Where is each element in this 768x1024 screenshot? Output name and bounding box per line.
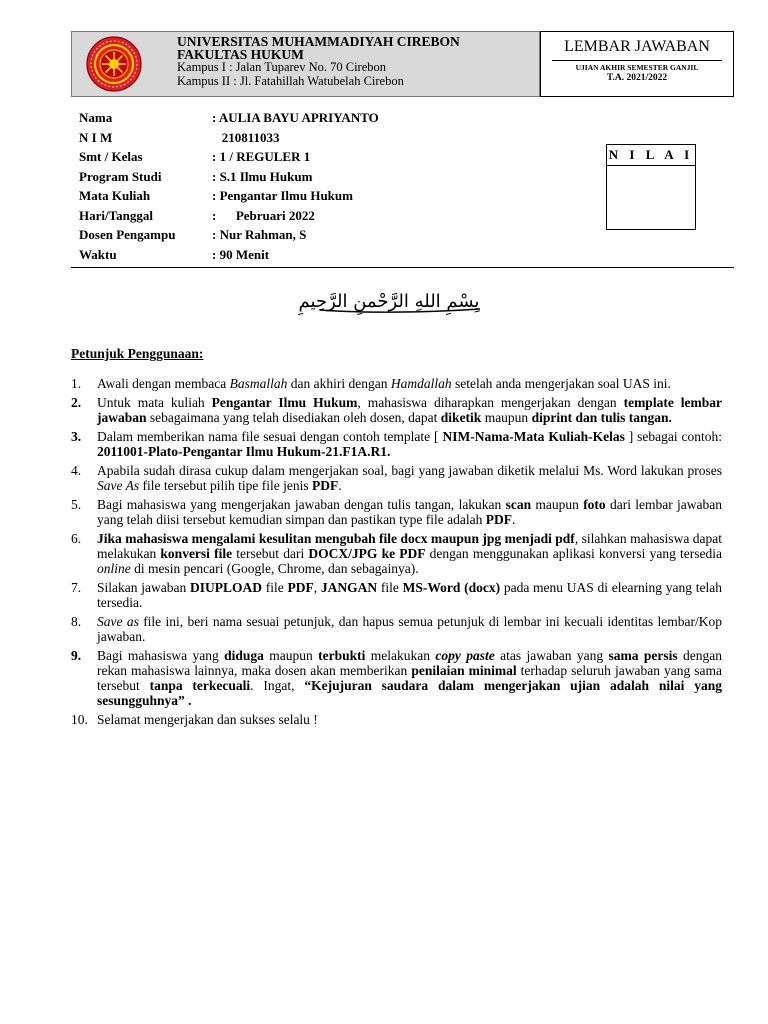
faculty-name: FAKULTAS HUKUM <box>177 47 304 62</box>
instruction-number: 4. <box>71 463 82 478</box>
instruction-text-part: di mesin pencari (Google, Chrome, dan sebagainya). <box>130 561 419 576</box>
basmalah-calligraphy <box>280 280 498 320</box>
identity-value: : Nur Rahman, S <box>212 227 307 242</box>
instruction-item <box>71 395 722 425</box>
instruction-text-part: dari lembar jawaban yang telah diisi tersebut kemudian simpan dan pastikan type file adalah <box>97 497 722 527</box>
instruction-item <box>71 376 722 391</box>
instruction-text-part: Basmallah <box>229 376 288 391</box>
document-title-box <box>540 31 734 97</box>
instruction-text-part: template lembar jawaban <box>97 395 723 425</box>
instruction-text-part: copy paste <box>435 648 495 663</box>
instruction-text-part: setelah anda mengerjakan soal UAS ini. <box>451 376 671 391</box>
instruction-item <box>71 712 722 727</box>
basmalah-text: بِسْمِ اللهِ الرَّحْمنِ الرَّحِيمِ <box>298 291 480 312</box>
instruction-number: 1. <box>71 376 82 391</box>
identity-label: Program Studi <box>79 168 162 184</box>
identity-value: : Pebruari 2022 <box>212 207 315 223</box>
instruction-text-part: file tersebut pilih tipe file jenis <box>139 478 312 493</box>
instruction-text-part: Dalam memberikan nama file sesuai dengan contoh template [ <box>97 429 443 444</box>
instruction-text-part: dengan menggunakan aplikasi konversi yang tersedia <box>425 546 722 561</box>
instruction-number: 6. <box>71 531 82 546</box>
instruction-number: 10. <box>71 712 88 727</box>
instruction-text <box>97 531 722 576</box>
instruction-text-part: . <box>338 478 342 493</box>
instruction-number: 5. <box>71 497 82 512</box>
instruction-text-part: PDF <box>311 478 339 493</box>
instruction-text-part: JANGAN <box>320 580 378 595</box>
instruction-number: 9. <box>71 648 82 663</box>
instruction-text-part: ] sebagai contoh: <box>624 429 723 444</box>
instructions-title: Petunjuk Penggunaan: <box>71 346 204 361</box>
divider-line <box>71 267 734 268</box>
instruction-text-part: sebagaimana yang telah disediakan oleh dosen, dapat <box>146 410 441 425</box>
instruction-text-part: konversi file <box>160 546 233 561</box>
instruction-text-part: Pengantar Ilmu Hukum <box>211 395 358 410</box>
instruction-text-part: , <box>313 580 321 595</box>
instruction-item <box>71 497 722 527</box>
exam-name: UJIAN AKHIR SEMESTER GANJIL <box>575 63 699 72</box>
instruction-text-part: foto <box>583 497 606 512</box>
instruction-item <box>71 429 722 459</box>
instruction-item <box>71 580 722 610</box>
instruction-number: 2. <box>71 395 82 410</box>
instruction-number: 7. <box>71 580 82 595</box>
instruction-text-part: DIUPLOAD <box>189 580 262 595</box>
instruction-text-part: PDF <box>287 580 314 595</box>
instruction-text <box>97 580 722 610</box>
instruction-text-part: PDF <box>485 512 513 527</box>
grade-box <box>606 144 696 230</box>
instruction-text-part: tersebut dari <box>232 546 309 561</box>
instruction-text <box>97 429 722 459</box>
identity-label: N I M <box>79 129 113 145</box>
instruction-text-part: online <box>97 561 131 576</box>
instruction-text-part: maupun <box>263 648 319 663</box>
instruction-text-part: scan <box>505 497 532 512</box>
academic-year: T.A. 2021/2022 <box>606 73 668 83</box>
instruction-text-part: Selamat mengerjakan dan sukses selalu ! <box>97 712 318 727</box>
identity-label: Dosen Pengampu <box>79 227 176 242</box>
instruction-text-part: pada menu UAS di elearning yang telah tersedia. <box>97 580 722 610</box>
instruction-text-part: Silakan jawaban <box>97 580 190 595</box>
instruction-text-part: Jika mahasiswa mengalami kesulitan mengubah file docx maupun jpg menjadi pdf <box>97 531 575 546</box>
university-logo-icon <box>86 35 142 93</box>
instruction-item <box>71 648 722 708</box>
identity-value: 210811033 <box>212 129 280 145</box>
instruction-text <box>97 497 722 527</box>
grade-box-title: N I L A I <box>607 145 695 166</box>
instruction-text-part: Save as <box>97 614 139 629</box>
instruction-text <box>97 376 722 391</box>
instruction-item <box>71 463 722 493</box>
identity-value: : AULIA BAYU APRIYANTO <box>212 110 379 125</box>
instruction-text-part: , mahasiswa diharapkan mengerjakan dengan <box>357 395 624 410</box>
instruction-text-part: tanpa terkecuali <box>149 678 251 693</box>
instruction-text-part: maupun <box>531 497 584 512</box>
university-name: UNIVERSITAS MUHAMMADIYAH CIREBON <box>177 34 460 49</box>
institution-header <box>71 31 540 97</box>
instruction-text-part: atas jawaban yang <box>494 648 609 663</box>
instruction-text-part: diduga <box>224 648 264 663</box>
title-divider <box>552 60 722 61</box>
campus-2-address: Kampus II : Jl. Fatahillah Watubelah Cirebon <box>177 74 404 88</box>
instruction-text-part: diprint dan tulis tangan. <box>531 410 672 425</box>
identity-value: : 1 / REGULER 1 <box>212 149 311 164</box>
instruction-text <box>97 712 722 727</box>
instruction-text-part: Awali dengan membaca <box>97 376 230 391</box>
instruction-text <box>97 648 722 708</box>
identity-label: Nama <box>79 110 113 125</box>
instruction-number: 3. <box>71 429 82 444</box>
instruction-text-part: file ini, beri nama sesuai petunjuk, dan hapus semua petunjuk di lembar ini kecuali identitas lembar/Kop jawaban. <box>97 614 722 644</box>
instruction-text-part: Save As <box>97 478 140 493</box>
instruction-item <box>71 531 722 576</box>
instruction-text-part: file <box>377 580 403 595</box>
letterhead <box>71 31 734 97</box>
campus-1-address: Kampus I : Jalan Tuparev No. 70 Cirebon <box>177 60 387 74</box>
instruction-number: 8. <box>71 614 82 629</box>
instruction-text-part: file <box>261 580 288 595</box>
instruction-text-part: terbukti <box>318 648 366 663</box>
instruction-text-part: DOCX/JPG ke PDF <box>308 546 426 561</box>
instruction-text-part: 2011001-Plato-Pengantar Ilmu Hukum-21.F1A.R1. <box>97 444 391 459</box>
instruction-text-part: terhadap seluruh jawaban yang sama tersebut <box>97 663 722 693</box>
instruction-text-part: dengan rekan mahasiswa lainnya, maka dosen akan memberikan <box>97 648 723 678</box>
instruction-text-part: MS-Word (docx) <box>402 580 501 595</box>
instruction-text-part: . <box>512 512 516 527</box>
instruction-text <box>97 395 722 425</box>
instruction-text-part: diketik <box>440 410 482 425</box>
instruction-text <box>97 463 722 493</box>
identity-label: Waktu <box>79 246 117 262</box>
instruction-text-part: “Kejujuran saudara dalam mengerjakan ujian adalah nilai yang sesungguhnya” . <box>97 678 722 708</box>
instruction-text-part: melakukan <box>365 648 436 663</box>
instruction-text-part: NIM-Nama-Mata Kuliah-Kelas <box>442 429 625 444</box>
instruction-text-part: Bagi mahasiswa yang <box>97 648 225 663</box>
instruction-item <box>71 614 722 644</box>
instructions-list <box>71 376 722 731</box>
instruction-text-part: , silahkan mahasiswa dapat melakukan <box>97 531 722 561</box>
identity-value: : 90 Menit <box>212 246 270 262</box>
instruction-text-part: . Ingat, <box>250 678 305 693</box>
identity-label: Hari/Tanggal <box>79 207 153 223</box>
instruction-text-part: Untuk mata kuliah <box>97 395 212 410</box>
identity-value: : S.1 Ilmu Hukum <box>212 168 313 184</box>
instruction-text-part: Bagi mahasiswa yang mengerjakan jawaban dengan tulis tangan, lakukan <box>97 497 506 512</box>
instruction-text-part: maupun <box>481 410 532 425</box>
identity-label: Smt / Kelas <box>79 149 143 164</box>
identity-label: Mata Kuliah <box>79 188 151 203</box>
instruction-text-part: dan akhiri dengan <box>287 376 391 391</box>
document-title: LEMBAR JAWABAN <box>564 38 710 55</box>
instruction-text-part: Apabila sudah dirasa cukup dalam mengerjakan soal, bagi yang jawaban diketik melalui Ms. Word lakukan proses <box>97 463 722 478</box>
instruction-text <box>97 614 722 644</box>
instruction-text-part: Hamdallah <box>390 376 452 391</box>
instruction-text-part: penilaian minimal <box>411 663 517 678</box>
instruction-text-part: sama persis <box>608 648 678 663</box>
identity-value: : Pengantar Ilmu Hukum <box>212 188 353 203</box>
